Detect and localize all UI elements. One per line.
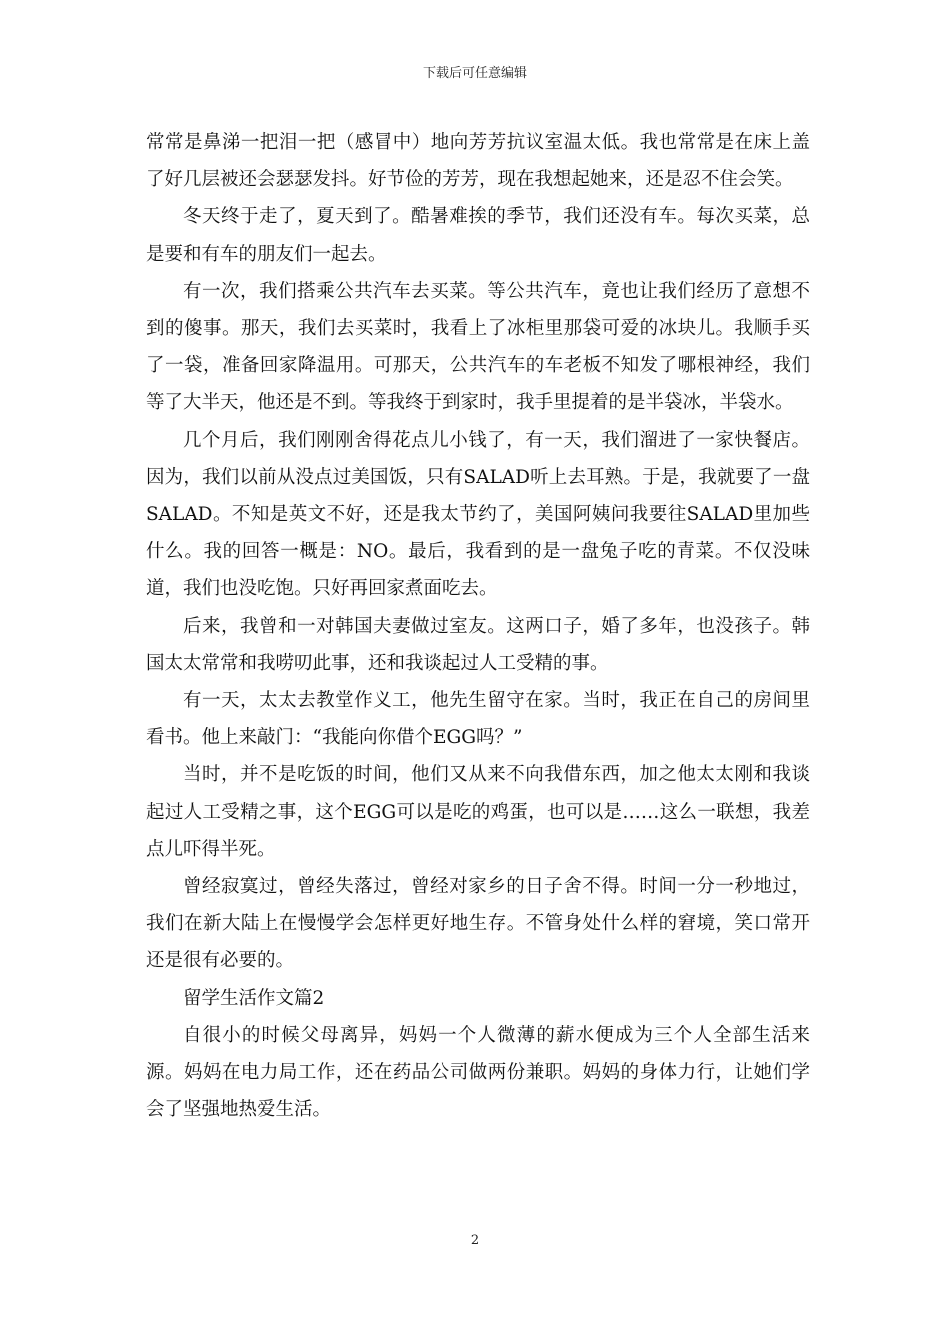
paragraph: 几个月后，我们刚刚舍得花点儿小钱了，有一天，我们溜进了一家快餐店。因为，我们以前从没点过美国饭，只有SALAD听上去耳熟。于是，我就要了一盘SALAD。不知是英文不好，还是我太节约了，美国阿姨问我要往SALAD里加些什么。我的回答一概是：NO。最后，我看到的是一盘兔子吃的青菜。不仅没味道，我们也没吃饱。只好再回家煮面吃去。 bbox=[146, 429, 810, 600]
page-header: 下载后可任意编辑 bbox=[422, 66, 527, 81]
paragraph: 有一天，太太去教堂作义工，他先生留守在家。当时，我正在自己的房间里看书。他上来敲门：“我能向你借个EGG吗？” bbox=[146, 690, 810, 749]
paragraph-continuation: 常常是鼻涕一把泪一把（感冒中）地向芳芳抗议室温太低。我也常常是在床上盖了好几层被还会瑟瑟发抖。好节俭的芳芳，现在我想起她来，还是忍不住会笑。 bbox=[146, 132, 810, 191]
paragraph: 曾经寂寞过，曾经失落过，曾经对家乡的日子舍不得。时间一分一秒地过，我们在新大陆上在慢慢学会怎样更好地生存。不管身处什么样的窘境，笑口常开还是很有必要的。 bbox=[146, 876, 810, 972]
paragraph: 当时，并不是吃饭的时间，他们又从来不向我借东西，加之他太太刚和我谈起过人工受精之事，这个EGG可以是吃的鸡蛋，也可以是……这么一联想，我差点儿吓得半死。 bbox=[146, 764, 810, 860]
paragraph: 冬天终于走了，夏天到了。酷暑难挨的季节，我们还没有车。每次买菜，总是要和有车的朋友们一起去。 bbox=[146, 206, 810, 265]
document-body bbox=[146, 124, 810, 1128]
paragraph: 后来，我曾和一对韩国夫妻做过室友。这两口子，婚了多年，也没孩子。韩国太太常常和我唠叨此事，还和我谈起过人工受精的事。 bbox=[146, 615, 810, 674]
section-heading: 留学生活作文篇2 bbox=[183, 987, 325, 1009]
paragraph: 有一次，我们搭乘公共汽车去买菜。等公共汽车，竟也让我们经历了意想不到的傻事。那天，我们去买菜时，我看上了冰柜里那袋可爱的冰块儿。我顺手买了一袋，准备回家降温用。可那天，公共汽车的车老板不知发了哪根神经，我们等了大半天，他还是不到。等我终于到家时，我手里提着的是半袋冰，半袋水。 bbox=[146, 280, 810, 414]
paragraph: 自很小的时候父母离异，妈妈一个人微薄的薪水便成为三个人全部生活来源。妈妈在电力局工作，还在药品公司做两份兼职。妈妈的身体力行，让她们学会了坚强地热爱生活。 bbox=[146, 1024, 810, 1121]
page-number: 2 bbox=[470, 1233, 480, 1248]
